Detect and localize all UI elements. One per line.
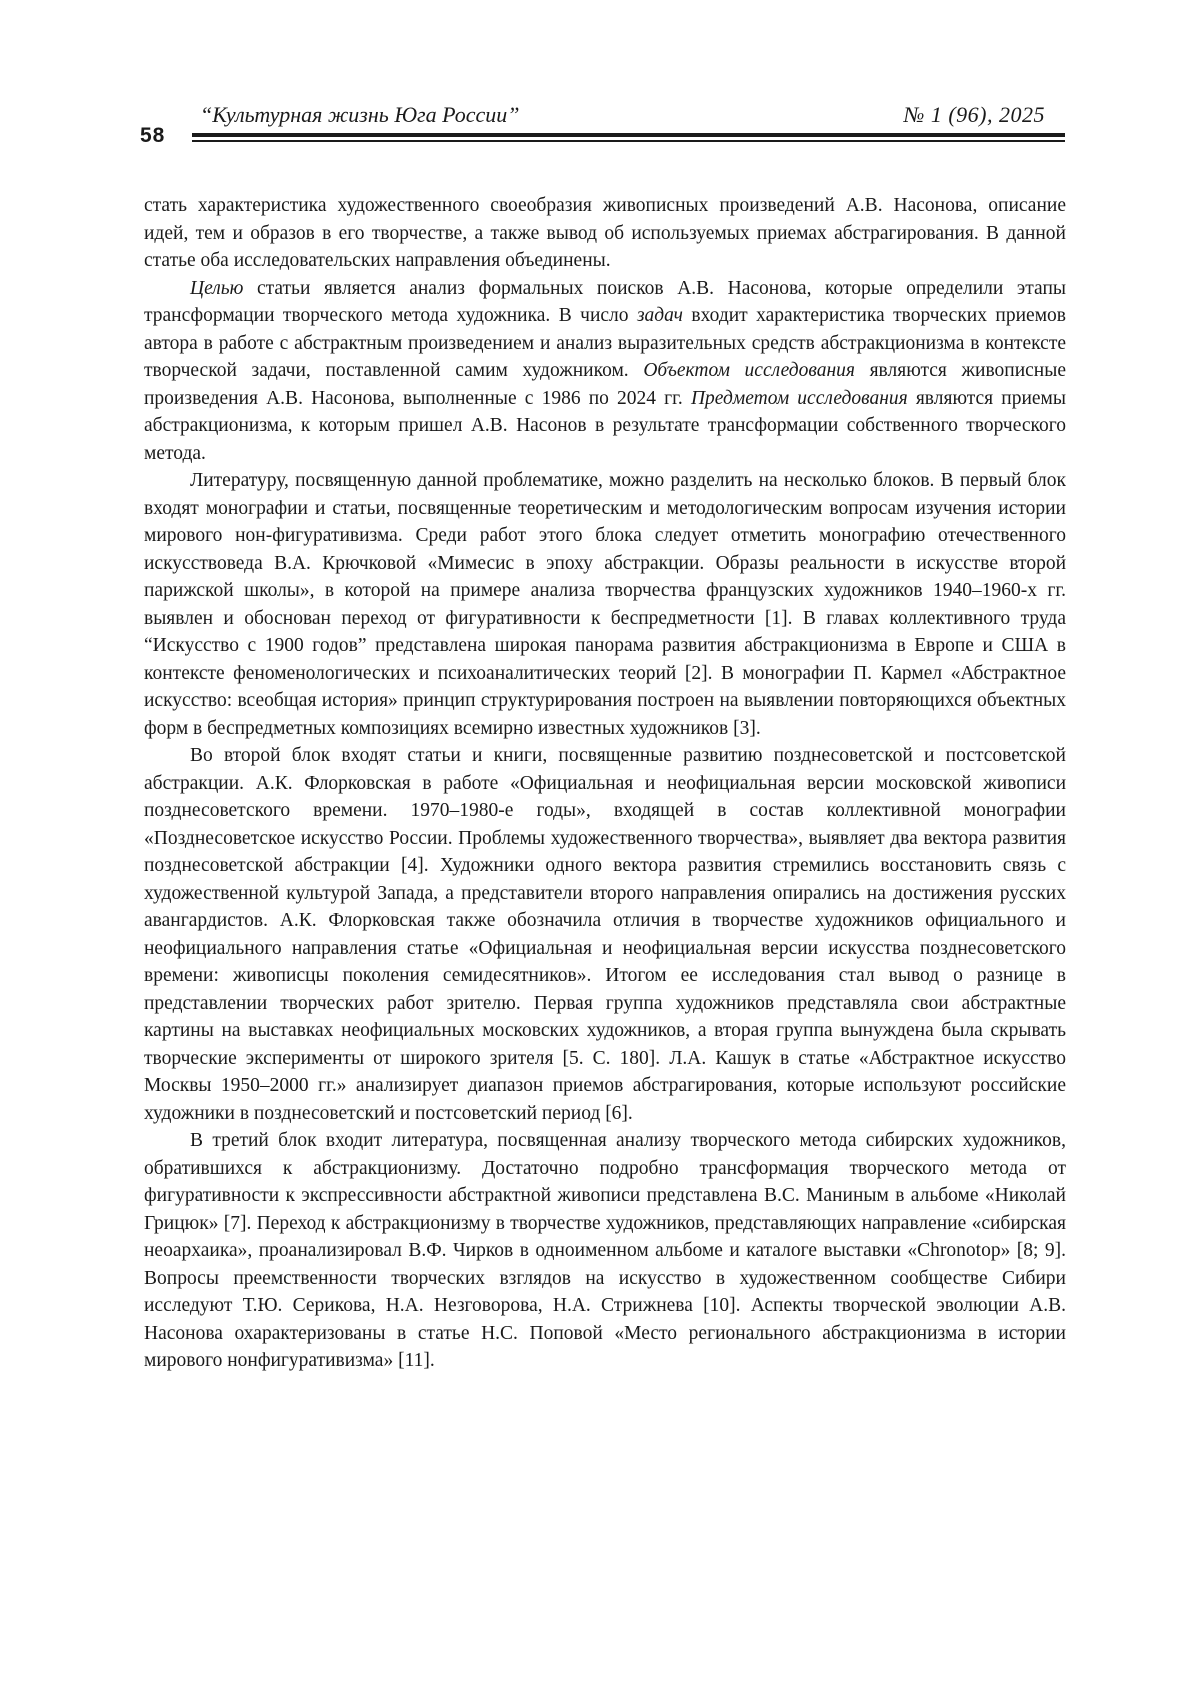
subject-label: Предметом исследования <box>691 388 908 409</box>
issue-info: № 1 (96), 2025 <box>904 102 1045 128</box>
paragraph-4-text: Во второй блок входят статьи и книги, посвященные развитию позднесоветской и постсоветской абстракции. А.К. Флорковская в работе «Официальная и неофициальная версии московской живописи позднесоветского времени. 1970–1980-е годы», входящей в состав коллективной монографии «Позднесоветское искусство России. Проблемы художественного творчества», выявляет два вектора развития позднесоветской абстракции [4]. Художники одного вектора развития стремились восстановить связь с художественной культурой Запада, а представители второго направления опирались на достижения русских авангардистов. А.К. Флорковская также обозначила отличия в творчестве художников официального и неофициального направления статье «Офи­циальная и неофициальная версии искусства позднесоветского времени: живописцы поколения семидесятников». Итогом ее исследования стал вывод о разнице в представлении творческих работ зрителю. Первая группа художников представляла свои абстрактные картины на выставках неофициальных московских художников, а вторая группа вынуждена была скрывать творческие эксперименты от широкого зрителя [5. С. 180]. Л.А. Кашук в статье «Абстрактное искусство Москвы 1950–2000 гг.» анализирует диапазон приемов абстрагирования, которые используют российские художники в позднесоветский и постсоветский период [6]. <box>144 745 1066 1124</box>
paragraph-2-text-b: входит характеристика творческих приемов автора в работе с абстрактным произведением и анализ выразительных средств абстракционизма в контексте творческой задачи, поставленной самим художником. <box>144 305 1066 381</box>
paragraph-5-text: В третий блок входит литература, посвященная анализу творческого метода сибирских художников, обратившихся к абстракционизму. Достаточно подробно транс­формация творческого метода от фигуративности к экспрессивности абстрактной живописи представлена В.С. Маниным в альбоме «Николай Грицюк» [7]. Переход к абстракционизму в творчестве художников, представляющих направление «сибирская неоархаика», проанализировал В.Ф. Чирков в одноименном альбоме и каталоге выставки «Chronotop» [8; 9]. Вопросы преемственности творческих взглядов на искусство в художественном сообществе Сибири исследуют Т.Ю. Серикова, Н.А. Незговорова, Н.А. Стрижнева [10]. Аспекты творческой эволюции А.В. Насонова охарактеризованы в статье Н.С. Поповой «Место регионального абстракционизма в истории мирового нон­фигуративизма» [11]. <box>144 1130 1066 1371</box>
paragraph-2-text-a: статьи является анализ формальных поисков А.В. Насонова, которые определили этапы трансформации творческого метода художника. В число <box>144 278 1066 327</box>
paragraph-4 <box>144 742 1066 1127</box>
paragraph-2-text-d: являются приемы абстракционизма, к которым пришел А.В. Насонов в результате трансформации собственного творческого метода. <box>144 388 1066 464</box>
paragraph-2-text-c: являются живописные произведения А.В. Насонова, выполненные с 1986 по 2024 гг. <box>144 360 1066 409</box>
paragraph-2 <box>144 275 1066 468</box>
paragraph-1 <box>144 192 1066 275</box>
paragraph-5 <box>144 1127 1066 1375</box>
goal-label: Целью <box>190 278 243 299</box>
paragraph-3 <box>144 467 1066 742</box>
paragraph-1-text: стать характеристика художественного своеобразия живописных произведений А.В. Насо­нова, описание идей, тем и образов в его творчестве, а также вывод об используемых приемах абстрагирования. В данной статье оба исследовательских направления объединены. <box>144 195 1066 271</box>
tasks-label: задач <box>637 305 683 326</box>
paragraph-3-text: Литературу, посвященную данной проблематике, можно разделить на несколько блоков. В первый блок входят монографии и статьи, посвященные теоретическим и методологическим вопросам изучения истории мирового нон-фигуративизма. Среди работ этого блока следует отметить монографию отечественного искусствоведа В.А. Крюч­ковой «Мимесис в эпоху абстракции. Образы реальности в искусстве второй парижской школы», в которой на примере анализа творчества французских художников 1940–1960-х гг. выявлен и обоснован переход от фигуративности к беспредметности [1]. В главах коллективного труда “Искусство с 1900 годов” представлена широкая панорама развития абстракционизма в Европе и США в контексте феноменологических и психоаналитических теорий [2]. В монографии П. Кармел «Абстрактное искусство: всеобщая история» принцип структурирования построен на выявлении повторяющихся объектных форм в беспредметных композициях всемирно известных художников [3]. <box>144 470 1066 739</box>
header-rule-thin <box>192 140 1065 142</box>
object-label: Объектом исследования <box>643 360 855 381</box>
page-number: 58 <box>140 124 165 148</box>
journal-title: “Культурная жизнь Юга России” <box>200 102 520 128</box>
article-body <box>144 192 1066 1375</box>
header-rule-thick <box>192 133 1065 137</box>
